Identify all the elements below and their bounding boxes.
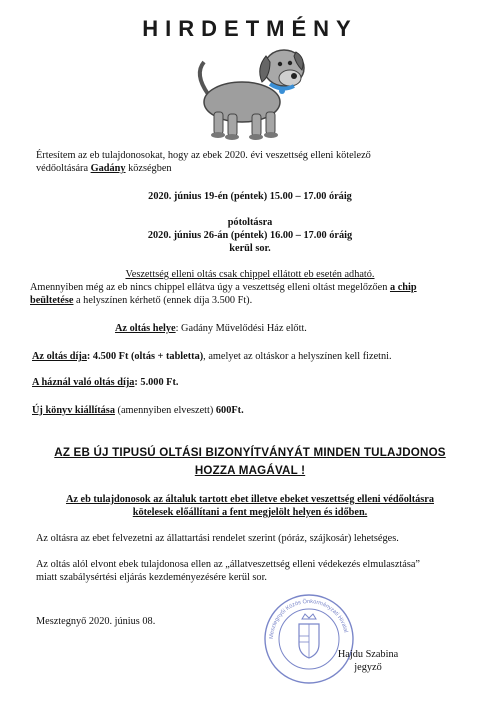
penalty-line2: miatt szabálysértési eljárás kezdeményezésére kerül sor. [36,572,268,583]
home-fee-value: : 5.000 Ft. [134,377,179,388]
chip-emphasis: a chip [389,282,417,293]
home-fee-line [32,376,178,389]
penalty-line1: Az oltás alól elvont ebek tulajdonosa ellen az „állatveszettség elleni védekezés elmulasztása” [36,559,420,570]
new-book-note: (amennyiben elveszett) [114,405,216,416]
dog-illustration [190,34,310,144]
certificate-notice [15,444,485,480]
location-label: Az oltás helye [115,323,176,334]
owners-obligation [20,493,480,519]
fee-value: : 4.500 Ft (oltás + tabletta) [86,351,204,362]
intro-line1: Értesítem az eb tulajdonosokat, hogy az ebek 2020. évi veszettség elleni kötelező [36,150,371,161]
seal-text: Mesztegnyői Közös Önkormányzati Hivatal [268,598,349,640]
restraint-note: Az oltásra az ebet felvezetni az állattartási rendelet szerint (póráz, szájkosár) lehetséges. [36,533,399,544]
location-line [115,322,307,335]
signer-name: Hajdu Szabina [337,649,399,660]
page-title: HIRDETMÉNY [142,16,358,41]
vaccination-date-2: 2020. június 26-án (péntek) 16.00 – 17.00 óráig [147,230,353,241]
makeup-label: pótoltásra [227,217,273,228]
vaccination-date-1: 2020. június 19-én (péntek) 15.00 – 17.00 óráig [148,191,352,202]
certificate-notice-line1: AZ EB ÚJ TIPUSÚ OLTÁSI BIZONYÍTVÁNYÁT MINDEN TULAJDONOS [54,446,446,459]
intro-line2-pre: védőoltására [36,163,91,174]
new-book-price: 600Ft. [215,405,244,416]
new-book-label: Új könyv kiállítása [32,405,115,416]
intro-line2-post: községben [125,163,172,174]
fee-note: , amelyet az oltáskor a helyszínen kell fizetni. [203,351,392,362]
vaccination-date-2-suffix: kerül sor. [229,243,271,254]
chip-line2: a helyszínen kérhető (ennek díja 3.500 Ft). [73,295,253,306]
chip-paragraph [30,281,480,307]
owners-line1: Az eb tulajdonosok az általuk tartott ebet illetve ebeket veszettség elleni védőoltásra [65,494,435,505]
penalty-note [36,558,486,584]
signer-title: jegyző [354,662,382,673]
chip-line1: Amennyiben még az eb nincs chippel ellátva úgy a veszettség elleni oltást megelőzően [30,282,390,293]
chip-emphasis-2: beültetése [30,295,74,306]
fee-line [32,350,482,363]
new-book-line [32,404,244,417]
signature-block [318,648,418,674]
home-fee-label: A háznál való oltás díja [32,377,135,388]
certificate-notice-line2: HOZZA MAGÁVAL ! [194,464,306,477]
intro-village: Gadány [90,163,126,174]
place-date: Mesztegnyő 2020. június 08. [36,616,156,627]
location-value: : Gadány Művelődési Ház előtt. [175,323,307,334]
intro-paragraph [36,149,476,175]
owners-line2: kötelesek előállítani a fent megjelölt helyen és időben. [132,507,368,518]
fee-label: Az oltás díja [32,351,87,362]
chip-notice: Veszettség elleni oltás csak chippel ellátott eb esetén adható. [125,269,375,280]
